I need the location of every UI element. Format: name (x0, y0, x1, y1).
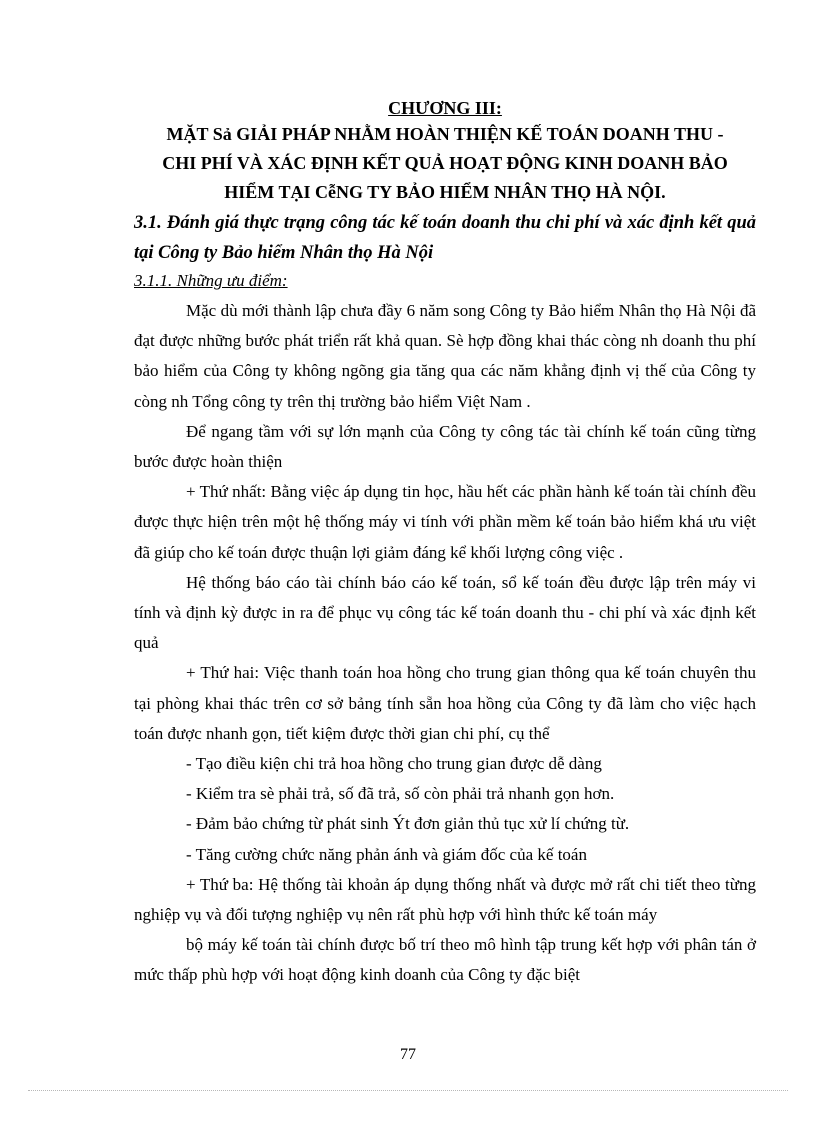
paragraph: Hệ thống báo cáo tài chính báo cáo kế toán, sổ kế toán đều được lập trên máy vi tính và định kỳ được in ra để phục vụ công tác kế toán doanh thu - chi phí và xác định kết quả (134, 572, 756, 653)
paragraph: + Thứ nhất: Bằng việc áp dụng tin học, hầu hết các phần hành kế toán tài chính đều được thực hiện trên một hệ thống máy vi tính với phần mềm kế toán bảo hiểm khá ưu việt đã giúp cho kế toán được thuận lợi giảm đáng kể khối lượng công việc . (134, 482, 756, 562)
list-item: - Tăng cường chức năng phản ánh và giám đốc của kế toán (186, 844, 587, 864)
footer-divider (28, 1090, 788, 1091)
list-item: - Tạo điều kiện chi trả hoa hồng cho trung gian được dễ dàng (186, 754, 602, 774)
chapter-title-line-1: MẶT Sả GIẢI PHÁP NHẰM HOÀN THIỆN KẾ TOÁN DOANH THU - (166, 124, 724, 144)
paragraph: + Thứ ba: Hệ thống tài khoản áp dụng thống nhất và được mở rất chi tiết theo từng nghiệp vụ và đối tượng nghiệp vụ nên rất phù hợp với hình thức kế toán máy (134, 874, 756, 925)
paragraph: + Thứ hai: Việc thanh toán hoa hồng cho trung gian thông qua kế toán chuyên thu tại phòng khai thác trên cơ sở bảng tính sẵn hoa hồng của Công ty đã làm cho việc hạch toán được nhanh gọn, tiết kiệm được thời gian chi phí, cụ thể (134, 663, 756, 743)
chapter-heading: CHƯƠNG III: (388, 98, 502, 118)
list-item: - Kiểm tra sè phải trả, số đã trả, số còn phải trả nhanh gọn hơn. (186, 784, 615, 804)
page-number: 77 (400, 1046, 416, 1063)
list-item: - Đảm bảo chứng từ phát sinh Ýt đơn giản thủ tục xử lí chứng từ. (186, 814, 630, 834)
paragraph: Để ngang tầm với sự lớn mạnh của Công ty công tác tài chính kế toán cũng từng bước được hoàn thiện (134, 421, 756, 472)
paragraph: Mặc dù mới thành lập chưa đầy 6 năm song Công ty Bảo hiểm Nhân thọ Hà Nội đã đạt được những bước phát triển rất khả quan. Sè hợp đồng khai thác còng nh doanh thu phí bảo hiểm của Công ty không ngõng gia tăng qua các năm khẳng định vị thế của Công ty còng nh Tổng công ty trên thị trường bảo hiểm Việt Nam . (134, 301, 756, 411)
chapter-title-line-2: CHI PHÍ VÀ XÁC ĐỊNH KẾT QUẢ HOẠT ĐỘNG KINH DOANH BẢO (162, 153, 728, 173)
section-heading: 3.1. Đánh giá thực trạng công tác kế toán doanh thu chi phí và xác định kết quả tại Công ty Bảo hiểm Nhân thọ Hà Nội (134, 213, 756, 263)
page-content (134, 96, 756, 991)
subsection-heading: 3.1.1. Những ưu điểm: (134, 271, 288, 290)
paragraph: bộ máy kế toán tài chính được bố trí theo mô hình tập trung kết hợp với phân tán ở mức thấp phù hợp với hoạt động kinh doanh của Công ty đặc biệt (134, 935, 756, 985)
chapter-title-line-3: HIỂM TẠI CễNG TY BẢO HIỂM NHÂN THỌ HÀ NỘI. (224, 182, 666, 202)
